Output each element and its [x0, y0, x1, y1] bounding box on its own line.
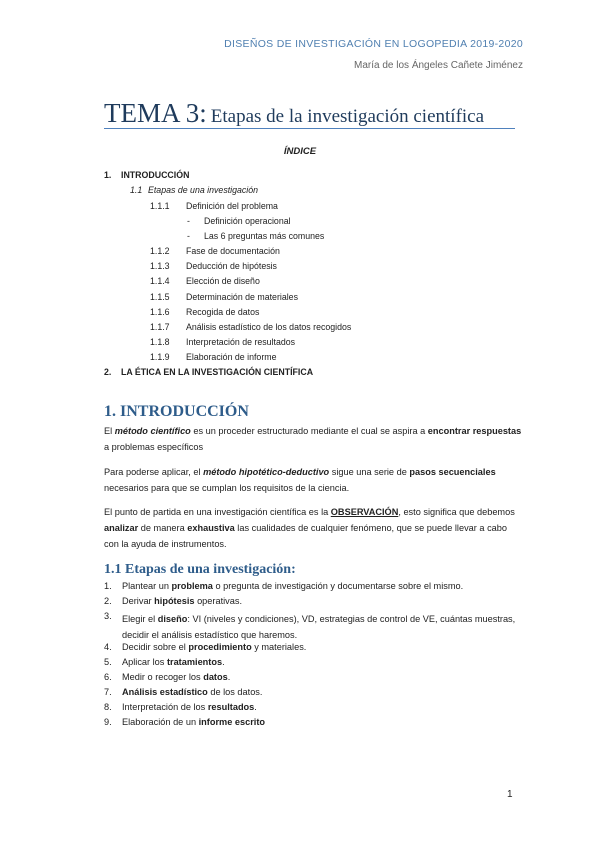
step-text: Elegir el diseño: VI (niveles y condiciones), VD, estrategias de control de VE, cuántas muestras, decidir el análisis estadístico que haremos.	[122, 614, 516, 640]
toc-entry: -	[187, 231, 190, 241]
paragraph-observacion: El punto de partida en una investigación científica es la OBSERVACIÓN, esto significa que debemos analizar de manera exhaustiva las cualidades de cualquier fenómeno, que se puede llevar a cabo con la ayuda de instrumentos.	[104, 507, 515, 549]
step-text: Plantear un problema o pregunta de investigación y documentarse sobre el mismo.	[122, 581, 464, 591]
toc-entry: 2.	[104, 367, 112, 377]
header-author: María de los Ángeles Cañete Jiménez	[354, 60, 523, 71]
step-text: Análisis estadístico de los datos.	[122, 687, 263, 697]
step-text: Aplicar los tratamientos.	[122, 657, 225, 667]
toc-entry: 1.1.4	[150, 276, 170, 286]
toc-entry-label: Definición operacional	[204, 216, 291, 226]
toc-entry-label: Recogida de datos	[186, 307, 260, 317]
step-number: 4.	[104, 642, 112, 652]
section-heading-introduccion: 1. INTRODUCCIÓN	[104, 403, 249, 420]
step-number: 6.	[104, 672, 112, 682]
subsection-heading-etapas: 1.1 Etapas de una investigación:	[104, 562, 296, 577]
step-number: 5.	[104, 657, 112, 667]
step-number: 9.	[104, 717, 112, 727]
step-text: Elaboración de un informe escrito	[122, 717, 265, 727]
toc-entry-label: Deducción de hipótesis	[186, 261, 277, 271]
step-number: 7.	[104, 687, 112, 697]
toc-entry-label: Interpretación de resultados	[186, 337, 296, 347]
step-text: Interpretación de los resultados.	[122, 702, 257, 712]
toc-entry-label: Fase de documentación	[186, 246, 280, 256]
toc-entry-label: Elaboración de informe	[186, 352, 277, 362]
step-number: 2.	[104, 596, 112, 606]
toc-entry-label: Determinación de materiales	[186, 292, 298, 302]
step-number: 8.	[104, 702, 112, 712]
page-title	[104, 98, 484, 129]
title-rest: Etapas de la investigación científica	[210, 106, 485, 127]
paragraph-hipotetico-deductivo: Para poderse aplicar, el método hipotético-deductivo sigue una serie de pasos secuenciales necesarios para que se cumplan los requisitos de la ciencia.	[104, 467, 496, 493]
toc-entry: 1.1.3	[150, 261, 170, 271]
toc-entry: 1.1.6	[150, 307, 170, 317]
toc-entry: 1.1.9	[150, 352, 170, 362]
toc-entry-label: Etapas de una investigación	[148, 185, 259, 195]
paragraph-metodo-cientifico: El método científico es un proceder estructurado mediante el cual se aspira a encontrar respuestas a problemas específicos	[104, 426, 522, 452]
toc-entry: 1.1.5	[150, 292, 170, 302]
toc-entry-label: Análisis estadístico de los datos recogidos	[186, 322, 352, 332]
header-course: DISEÑOS DE INVESTIGACIÓN EN LOGOPEDIA 2019-2020	[224, 38, 523, 50]
toc-entry: 1.1	[130, 185, 143, 195]
title-prefix: TEMA 3:	[104, 98, 207, 128]
toc-entry-label: INTRODUCCIÓN	[121, 170, 190, 180]
title-divider	[104, 128, 515, 129]
toc-entry: -	[187, 216, 190, 226]
step-number: 1.	[104, 581, 112, 591]
toc-entry: 1.1.7	[150, 322, 170, 332]
step-text: Medir o recoger los datos.	[122, 672, 231, 682]
toc-entry: 1.1.2	[150, 246, 170, 256]
toc-entry: 1.1.8	[150, 337, 170, 347]
toc-entry-label: Elección de diseño	[186, 276, 260, 286]
index-heading: ÍNDICE	[283, 146, 317, 157]
toc-entry-label: LA ÉTICA EN LA INVESTIGACIÓN CIENTÍFICA	[121, 367, 314, 377]
step-text: Derivar hipótesis operativas.	[122, 596, 243, 606]
toc-entry-label: Las 6 preguntas más comunes	[204, 231, 325, 241]
toc-entry: 1.1.1	[150, 201, 170, 211]
toc-entry: 1.	[104, 170, 112, 180]
toc-entry-label: Definición del problema	[186, 201, 278, 211]
step-text: Decidir sobre el procedimiento y materiales.	[122, 642, 307, 652]
step-number: 3.	[104, 611, 112, 621]
page-number: 1	[507, 789, 513, 800]
